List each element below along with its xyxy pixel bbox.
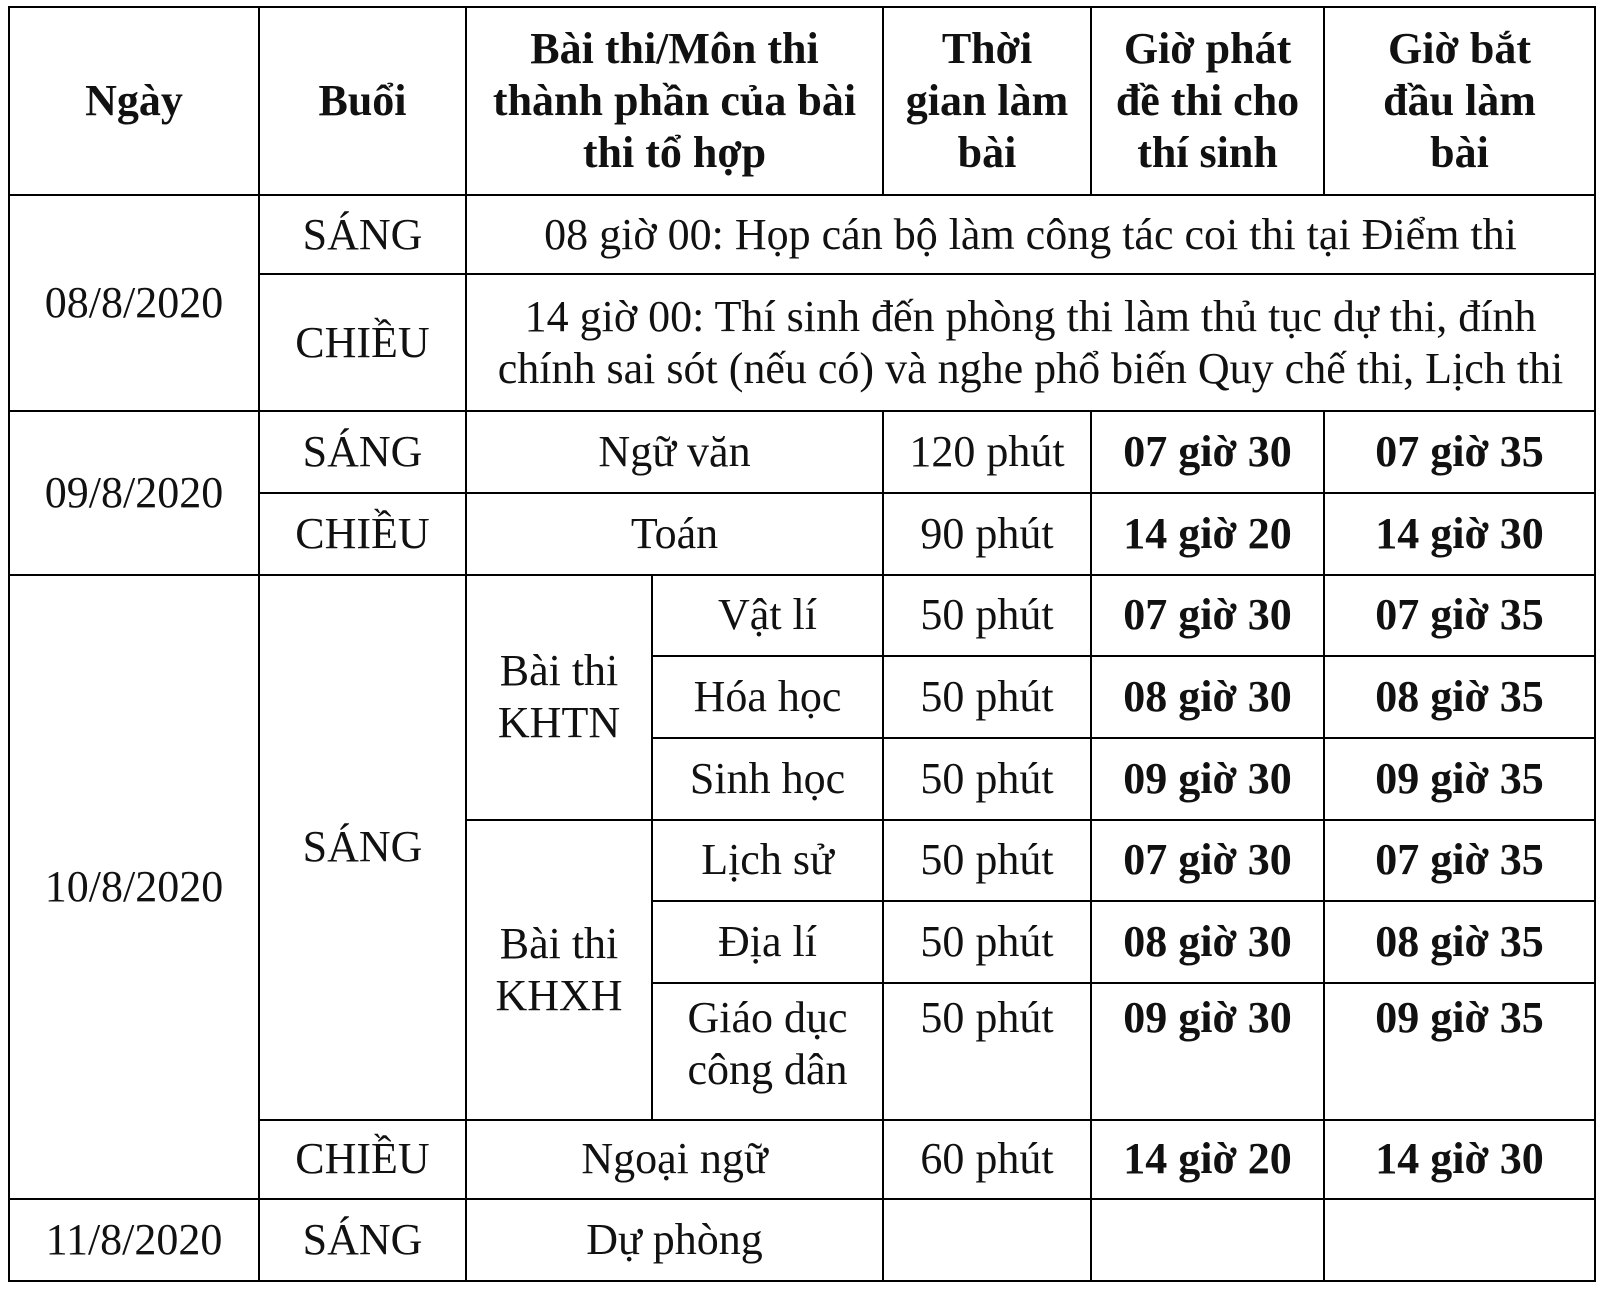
session-cell: CHIỀU	[259, 274, 466, 411]
session-cell: CHIỀU	[259, 1120, 466, 1200]
duration-cell: 50 phút	[883, 901, 1091, 983]
duration-cell: 50 phút	[883, 820, 1091, 902]
date-cell: 09/8/2020	[9, 411, 259, 574]
session-cell: SÁNG	[259, 411, 466, 493]
table-row	[9, 1199, 1595, 1281]
start-time-cell: 14 giờ 30	[1324, 1120, 1595, 1200]
start-time-cell: 09 giờ 35	[1324, 983, 1595, 1120]
table-row	[9, 195, 1595, 275]
start-time-cell: 08 giờ 35	[1324, 656, 1595, 738]
date-cell: 11/8/2020	[9, 1199, 259, 1281]
subject-cell: Giáo dục công dân	[652, 983, 883, 1120]
duration-cell	[883, 1199, 1091, 1281]
session-cell: CHIỀU	[259, 493, 466, 575]
duration-cell: 120 phút	[883, 411, 1091, 493]
header-subject: Bài thi/Môn thi thành phần của bài thi tổ hợp	[466, 7, 883, 195]
start-time-cell	[1324, 1199, 1595, 1281]
header-day: Ngày	[9, 7, 259, 195]
header-issue-time: Giờ phát đề thi cho thí sinh	[1091, 7, 1324, 195]
start-time-cell: 07 giờ 35	[1324, 575, 1595, 657]
subject-cell: Hóa học	[652, 656, 883, 738]
issue-time-cell: 07 giờ 30	[1091, 411, 1324, 493]
issue-time-cell	[1091, 1199, 1324, 1281]
duration-cell: 50 phút	[883, 575, 1091, 657]
duration-cell: 60 phút	[883, 1120, 1091, 1200]
start-time-cell: 08 giờ 35	[1324, 901, 1595, 983]
issue-time-cell: 07 giờ 30	[1091, 820, 1324, 902]
subject-cell: Vật lí	[652, 575, 883, 657]
subject-cell: Ngữ văn	[466, 411, 883, 493]
session-cell: SÁNG	[259, 575, 466, 1120]
exam-group-khtn: Bài thi KHTN	[466, 575, 652, 820]
issue-time-cell: 07 giờ 30	[1091, 575, 1324, 657]
duration-cell: 50 phút	[883, 656, 1091, 738]
header-duration: Thời gian làm bài	[883, 7, 1091, 195]
start-time-cell: 09 giờ 35	[1324, 738, 1595, 820]
subject-cell: Ngoại ngữ	[466, 1120, 883, 1200]
date-cell: 10/8/2020	[9, 575, 259, 1200]
exam-schedule-table	[8, 6, 1596, 1282]
start-time-cell: 14 giờ 30	[1324, 493, 1595, 575]
exam-group-khxh: Bài thi KHXH	[466, 820, 652, 1120]
subject-cell: Sinh học	[652, 738, 883, 820]
session-cell: SÁNG	[259, 1199, 466, 1281]
duration-cell: 50 phút	[883, 738, 1091, 820]
duration-cell: 50 phút	[883, 983, 1091, 1120]
issue-time-cell: 09 giờ 30	[1091, 738, 1324, 820]
issue-time-cell: 08 giờ 30	[1091, 901, 1324, 983]
header-start-time: Giờ bắt đầu làm bài	[1324, 7, 1595, 195]
subject-cell: Dự phòng	[466, 1199, 883, 1281]
issue-time-cell: 09 giờ 30	[1091, 983, 1324, 1120]
announcement-cell: 14 giờ 00: Thí sinh đến phòng thi làm thủ tục dự thi, đính chính sai sót (nếu có) và nghe phổ biến Quy chế thi, Lịch thi	[466, 274, 1595, 411]
subject-cell: Lịch sử	[652, 820, 883, 902]
subject-cell: Địa lí	[652, 901, 883, 983]
header-row	[9, 7, 1595, 195]
issue-time-cell: 08 giờ 30	[1091, 656, 1324, 738]
start-time-cell: 07 giờ 35	[1324, 820, 1595, 902]
announcement-cell: 08 giờ 00: Họp cán bộ làm công tác coi thi tại Điểm thi	[466, 195, 1595, 275]
table-row	[9, 411, 1595, 493]
issue-time-cell: 14 giờ 20	[1091, 1120, 1324, 1200]
duration-cell: 90 phút	[883, 493, 1091, 575]
date-cell: 08/8/2020	[9, 195, 259, 411]
header-session: Buổi	[259, 7, 466, 195]
start-time-cell: 07 giờ 35	[1324, 411, 1595, 493]
issue-time-cell: 14 giờ 20	[1091, 493, 1324, 575]
table-row	[9, 575, 1595, 657]
subject-cell: Toán	[466, 493, 883, 575]
session-cell: SÁNG	[259, 195, 466, 275]
